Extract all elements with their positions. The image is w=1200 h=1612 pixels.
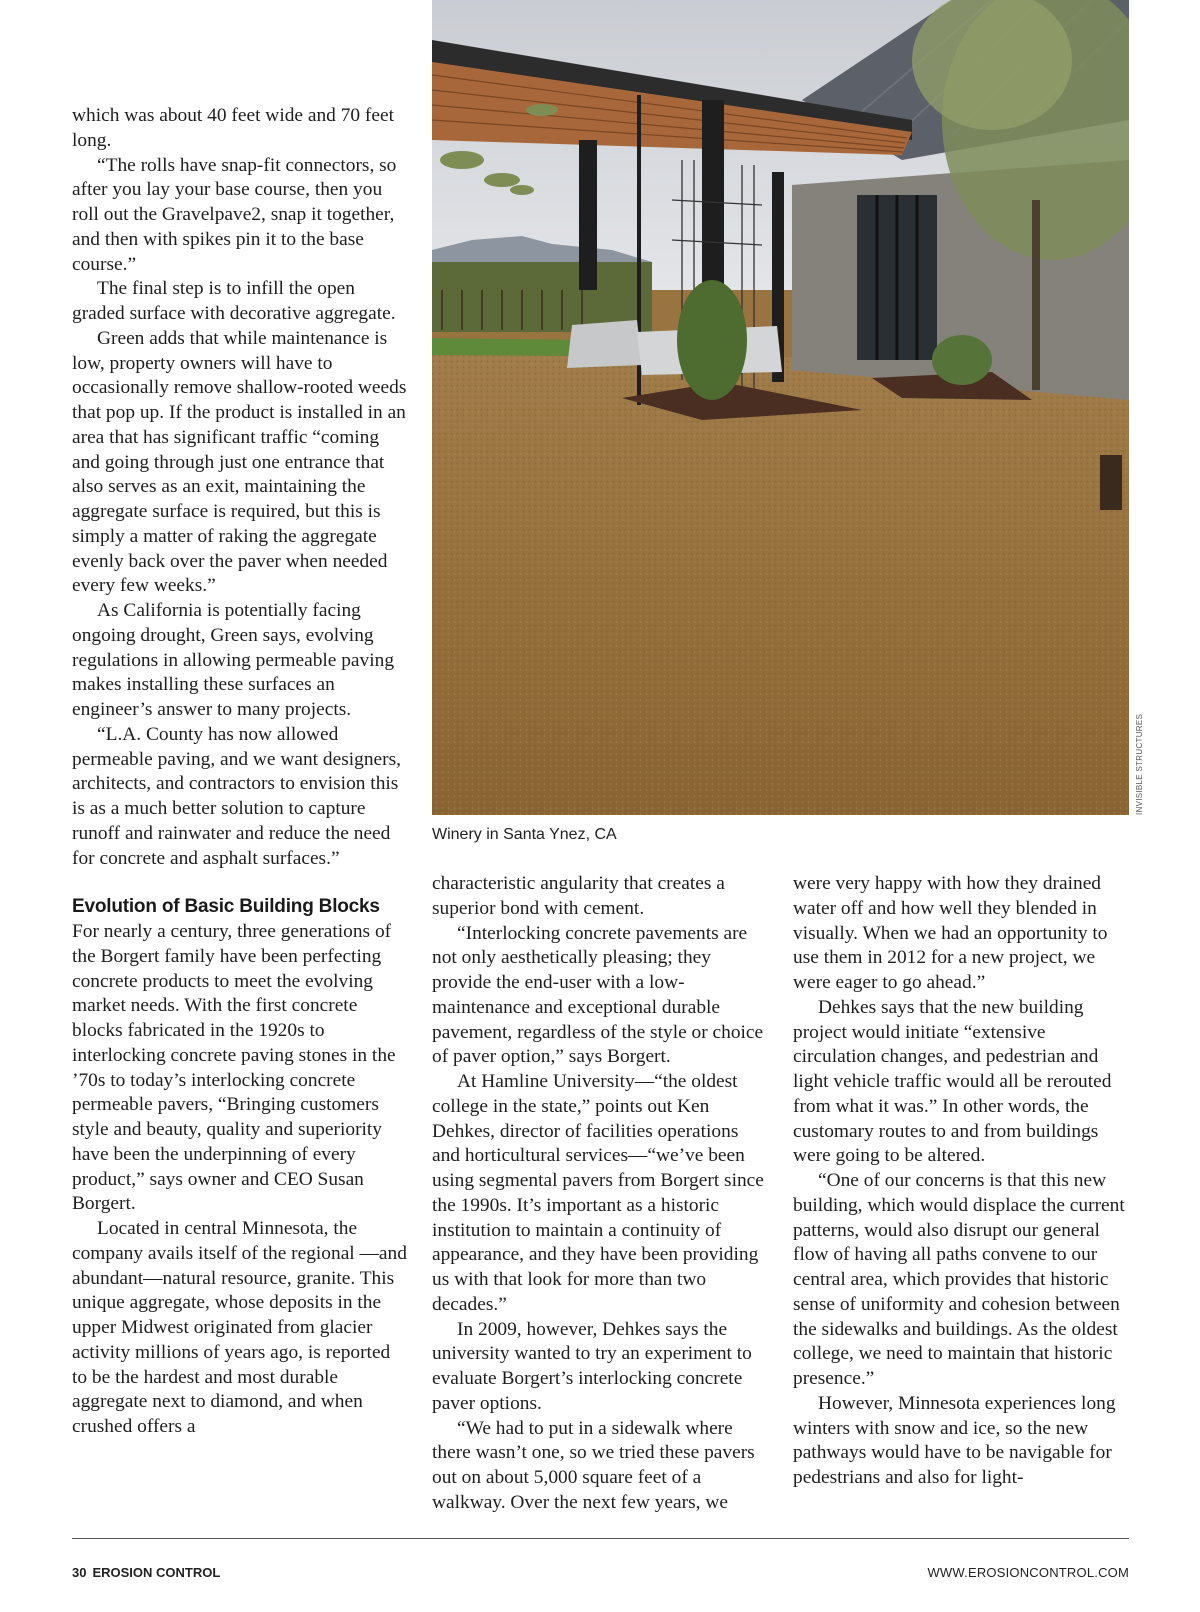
- paragraph: The final step is to infill the open graded surface with decorative aggregate.: [72, 278, 396, 324]
- article-column-2: [432, 872, 770, 1516]
- paragraph: Green adds that while maintenance is low, property owners will have to occasionally remove shallow-rooted weeds that pop up. If the product is installed in an area that has significant traffic “coming and going through just one entrance that also serves as an exit, maintaining the aggregate surface is required, but this is simply a matter of raking the aggregate evenly back over the paver when needed every few weeks.”: [72, 327, 407, 597]
- footer-url: WWW.EROSIONCONTROL.COM: [927, 1565, 1129, 1580]
- article-column-1: [72, 104, 410, 1440]
- paragraph: which was about 40 feet wide and 70 feet long.: [72, 105, 394, 151]
- paragraph: In 2009, however, Dehkes says the university wanted to try an experiment to evaluate Borgert’s interlocking concrete paver options.: [432, 1318, 752, 1414]
- footer-folio: [72, 1565, 220, 1580]
- paragraph: “L.A. County has now allowed permeable paving, and we want designers, architects, and contractors to envision this is as a much better solution to capture runoff and rainwater and reduce the need for concrete and asphalt surfaces.”: [72, 723, 401, 869]
- article-column-3: [793, 872, 1131, 1491]
- page-number: 30: [72, 1565, 87, 1580]
- paragraph: Dehkes says that the new building project would initiate “extensive circulation changes, and pedestrian and light vehicle traffic would all be rerouted from what it was.” In other words, the customary routes to and from buildings were going to be altered.: [793, 996, 1112, 1167]
- paragraph: were very happy with how they drained water off and how well they blended in visually. When we had an opportunity to use them in 2012 for a new project, we were eager to go ahead.”: [793, 873, 1108, 993]
- paragraph: For nearly a century, three generations of the Borgert family have been perfecting concrete products to meet the evolving market needs. With the first concrete blocks fabricated in the 1920s to interlocking concrete paving stones in the ’70s to today’s interlocking concrete permeable pavers, “Bringing customers style and beauty, quality and superiority have been the underpinning of every product,” says owner and CEO Susan Borgert.: [72, 921, 396, 1215]
- photo-caption: Winery in Santa Ynez, CA: [432, 826, 617, 843]
- magazine-name: EROSION CONTROL: [92, 1565, 221, 1580]
- photo-credit: INVISIBLE STRUCTURES: [1135, 713, 1144, 815]
- paragraph: “One of our concerns is that this new building, which would displace the current patterns, would also disrupt our general flow of having all paths convene to our central area, which provides that historic sense of uniformity and cohesion between the sidewalks and buildings. As the oldest college, we need to maintain that historic presence.”: [793, 1170, 1125, 1389]
- winery-photo: [432, 0, 1129, 815]
- paragraph: Located in central Minnesota, the company avails itself of the regional —and abundant—natural resource, granite. This unique aggregate, whose deposits in the upper Midwest originated from glacier activity millions of years ago, is reported to be the hardest and most durable aggregate next to diamond, and when crushed offers a: [72, 1218, 407, 1437]
- paragraph: As California is potentially facing ongoing drought, Green says, evolving regulations in allowing permeable paving makes installing these surfaces an engineer’s answer to many projects.: [72, 600, 395, 720]
- paragraph: However, Minnesota experiences long winters with snow and ice, so the new pathways would have to be navigable for pedestrians and also for light-: [793, 1392, 1116, 1488]
- paragraph: “We had to put in a sidewalk where there wasn’t one, so we tried these pavers out on about 5,000 square feet of a walkway. Over the next few years, we: [432, 1417, 755, 1513]
- paragraph: characteristic angularity that creates a superior bond with cement.: [432, 873, 725, 919]
- paragraph: “Interlocking concrete pavements are not only aesthetically pleasing; they provide the end-user with a low-maintenance and exceptional durable pavement, regardless of the style or choice of paver option,” says Borgert.: [432, 922, 764, 1068]
- paragraph: At Hamline University—“the oldest college in the state,” points out Ken Dehkes, director of facilities operations and horticultural services—“we’ve been using segmental pavers from Borgert since the 1990s. It’s important as a historic institution to maintain a continuity of appearance, and they have been providing us with that look for more than two decades.”: [432, 1071, 764, 1315]
- section-subheading: Evolution of Basic Building Blocks: [72, 896, 380, 918]
- paragraph: “The rolls have snap-fit connectors, so after you lay your base course, then you roll out the Gravelpave2, snap it together, and then with spikes pin it to the base course.”: [72, 154, 397, 275]
- footer-divider: [72, 1538, 1129, 1539]
